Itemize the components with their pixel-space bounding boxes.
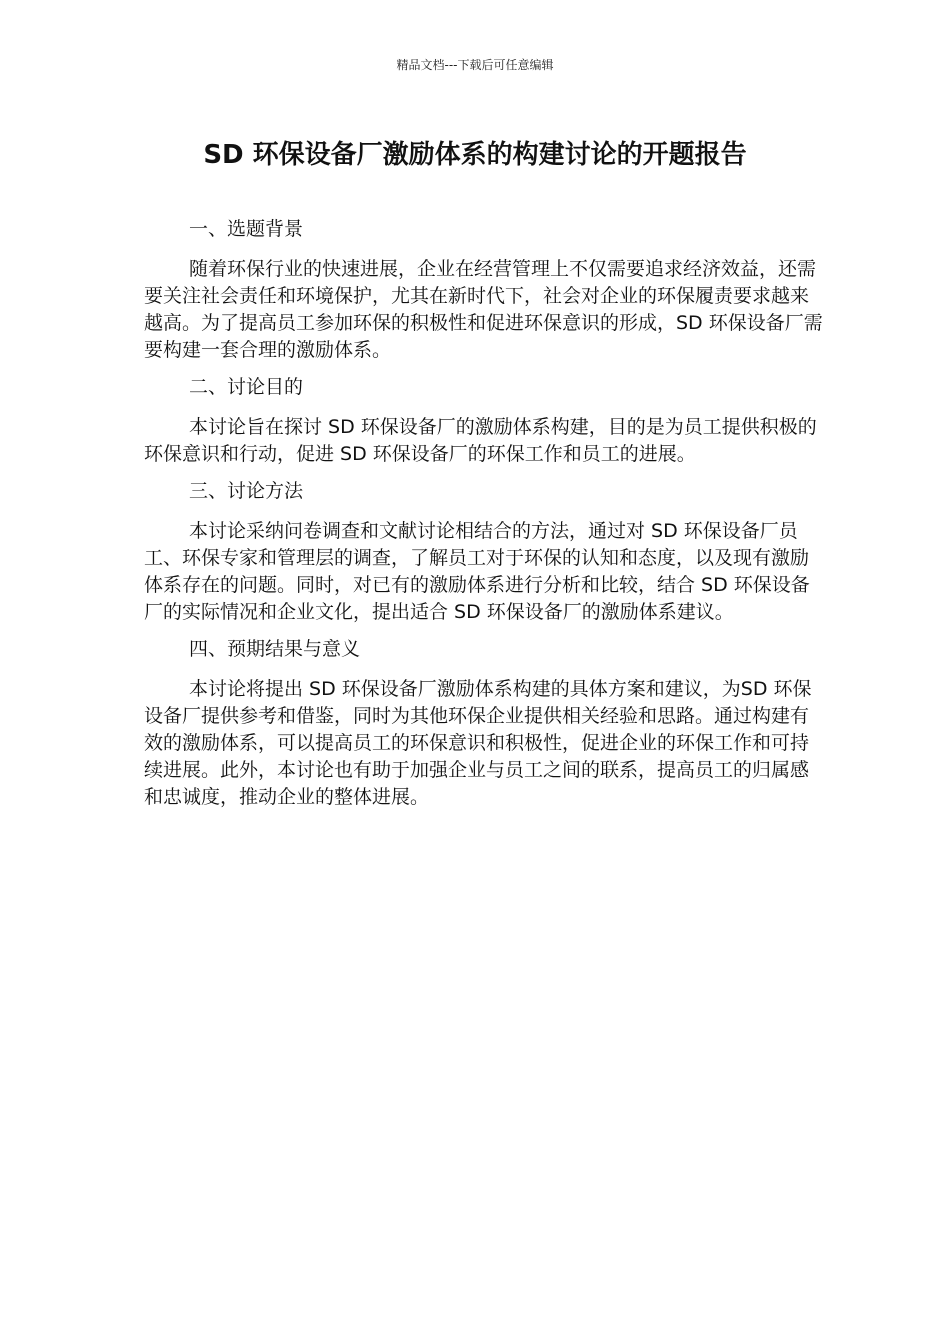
document-title: SD 环保设备厂激励体系的构建讨论的开题报告 [203,140,747,170]
section-heading: 一、选题背景 [189,218,304,240]
section-heading: 三、讨论方法 [189,480,304,502]
section-paragraph: 本讨论旨在探讨 SD 环保设备厂的激励体系构建，目的是为员工提供积极的环保意识和行动，促进 SD 环保设备厂的环保工作和员工的进展。 [144,416,817,465]
section-method [144,478,824,626]
section-heading: 四、预期结果与意义 [189,638,361,660]
section-background [144,216,824,364]
section-purpose [144,374,824,468]
section-paragraph: 本讨论将提出 SD 环保设备厂激励体系构建的具体方案和建议，为SD 环保设备厂提供参考和借鉴，同时为其他环保企业提供相关经验和思路。通过构建有效的激励体系，可以提高员工的环保意识和积极性，促进企业的环保工作和可持续进展。此外，本讨论也有助于加强企业与员工之间的联系，提高员工的归属感和忠诚度，推动企业的整体进展。 [144,678,812,808]
document-body [144,216,824,821]
section-paragraph: 本讨论采纳问卷调查和文献讨论相结合的方法，通过对 SD 环保设备厂员工、环保专家和管理层的调查，了解员工对于环保的认知和态度，以及现有激励体系存在的问题。同时，对已有的激励体系进行分析和比较，结合 SD 环保设备厂的实际情况和企业文化，提出适合 SD 环保设备厂的激励体系建议。 [144,520,810,623]
section-heading: 二、讨论目的 [189,376,304,398]
header-note: 精品文档---下载后可任意编辑 [396,58,554,72]
section-expected-results [144,636,824,811]
section-paragraph: 随着环保行业的快速进展，企业在经营管理上不仅需要追求经济效益，还需要关注社会责任和环境保护，尤其在新时代下，社会对企业的环保履责要求越来越高。为了提高员工参加环保的积极性和促进环保意识的形成，SD 环保设备厂需要构建一套合理的激励体系。 [144,258,823,361]
